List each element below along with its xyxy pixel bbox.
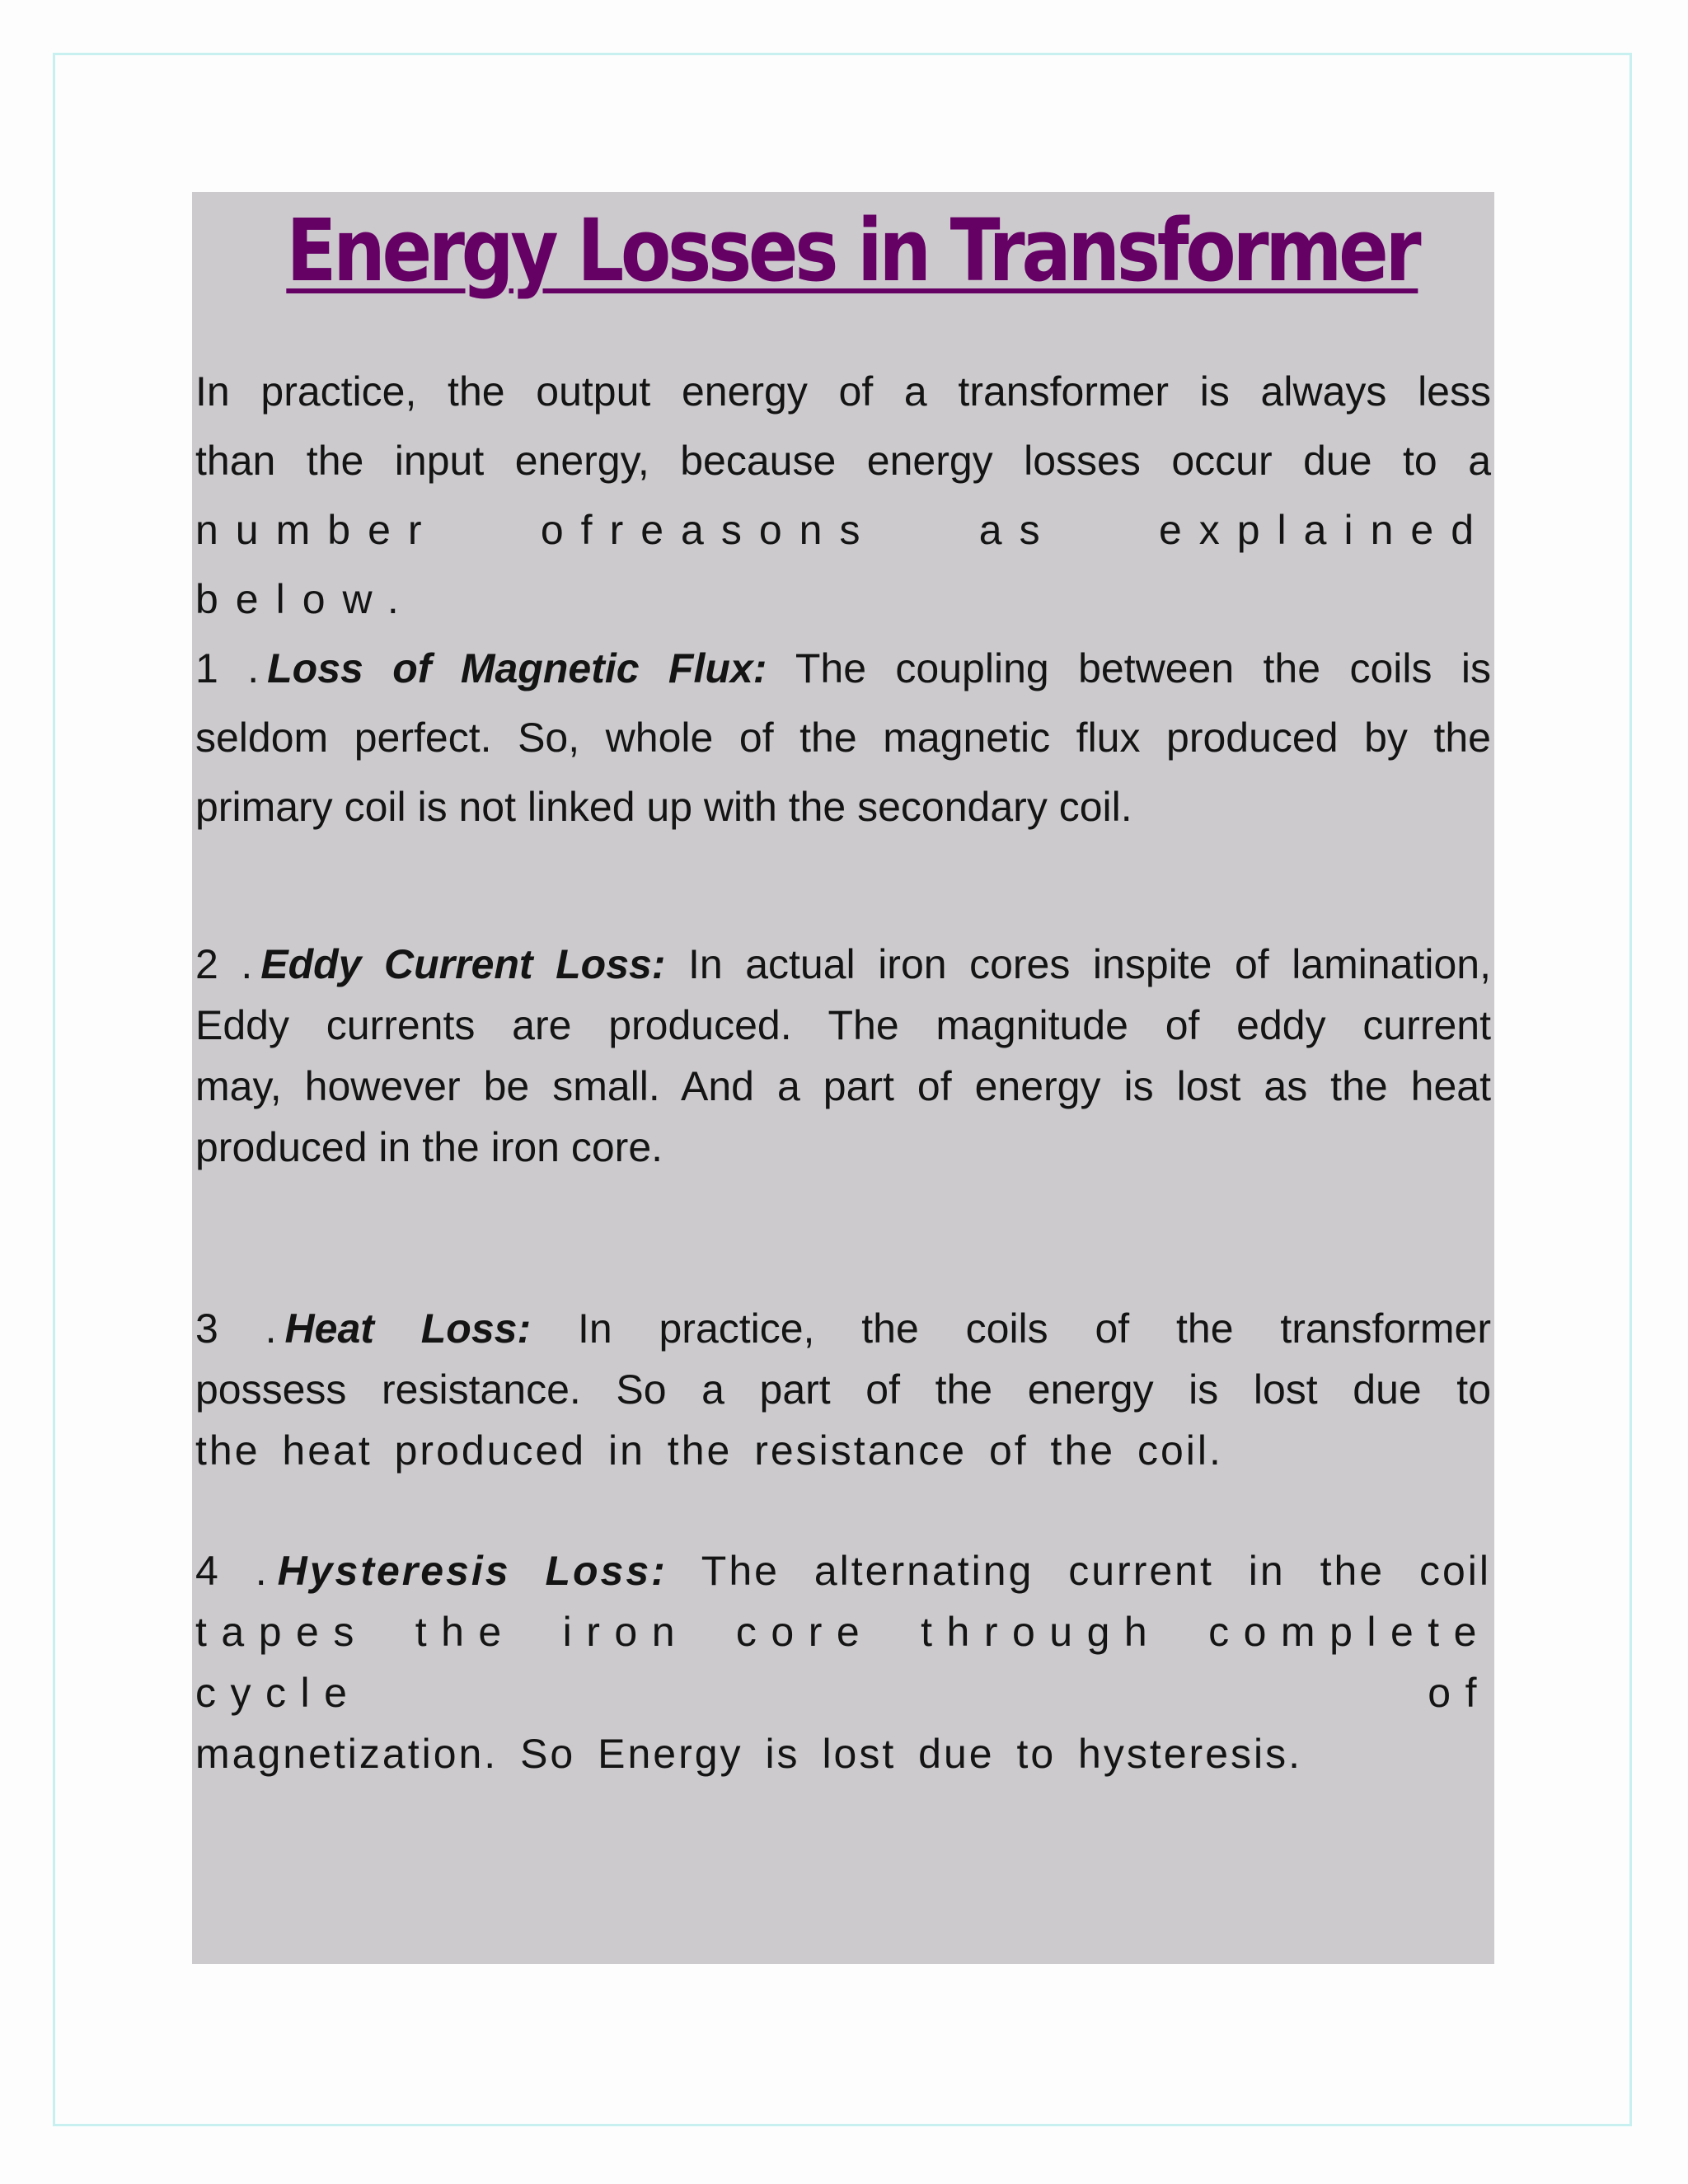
content-panel xyxy=(192,192,1494,1964)
item-term: Loss of Magnetic Flux: xyxy=(267,645,767,691)
page-title: Energy Losses in Transformer xyxy=(286,200,1418,301)
intro-line-3: number ofreasons as explained below. xyxy=(195,507,1491,622)
item-text: primary coil is not linked up with the secondary coil. xyxy=(195,784,1132,830)
item-term: Eddy Current Loss: xyxy=(260,941,666,987)
item-number: 3 . xyxy=(195,1305,277,1352)
list-item xyxy=(195,634,1491,841)
item-text: seldom perfect. So, whole of the magnetic flux produced by the xyxy=(195,715,1491,761)
item-term: Heat Loss: xyxy=(284,1305,532,1352)
item-text: The coupling between the coils is xyxy=(767,645,1491,691)
item-text: the heat produced in the resistance of the coil. xyxy=(195,1427,1223,1474)
intro-line-2: than the input energy, because energy losses occur due to a xyxy=(195,438,1491,484)
list-item xyxy=(195,1298,1491,1481)
item-text: produced in the iron core. xyxy=(195,1124,663,1170)
item-number: 2 . xyxy=(195,941,253,987)
item-text: tapes the iron core through complete cycle of xyxy=(195,1609,1491,1716)
item-text: may, however be small. And a part of energy is lost as the heat xyxy=(195,1063,1491,1109)
item-text: In actual iron cores inspite of lamination, xyxy=(665,941,1491,987)
item-text: The alternating current in the coil xyxy=(667,1548,1491,1594)
intro-line-1: In practice, the output energy of a transformer is always less xyxy=(195,368,1491,415)
item-text: magnetization. So Energy is lost due to hysteresis. xyxy=(195,1731,1303,1777)
item-text: possess resistance. So a part of the energy is lost due to xyxy=(195,1366,1491,1413)
item-number: 4 . xyxy=(195,1548,270,1594)
item-text: Eddy currents are produced. The magnitude of eddy current xyxy=(195,1002,1491,1048)
list-item xyxy=(195,1540,1491,1784)
intro-paragraph xyxy=(195,357,1491,634)
item-number: 1 . xyxy=(195,645,260,691)
item-text: In practice, the coils of the transformer xyxy=(531,1305,1491,1352)
list-item xyxy=(195,934,1491,1178)
item-term: Hysteresis Loss: xyxy=(277,1548,668,1594)
